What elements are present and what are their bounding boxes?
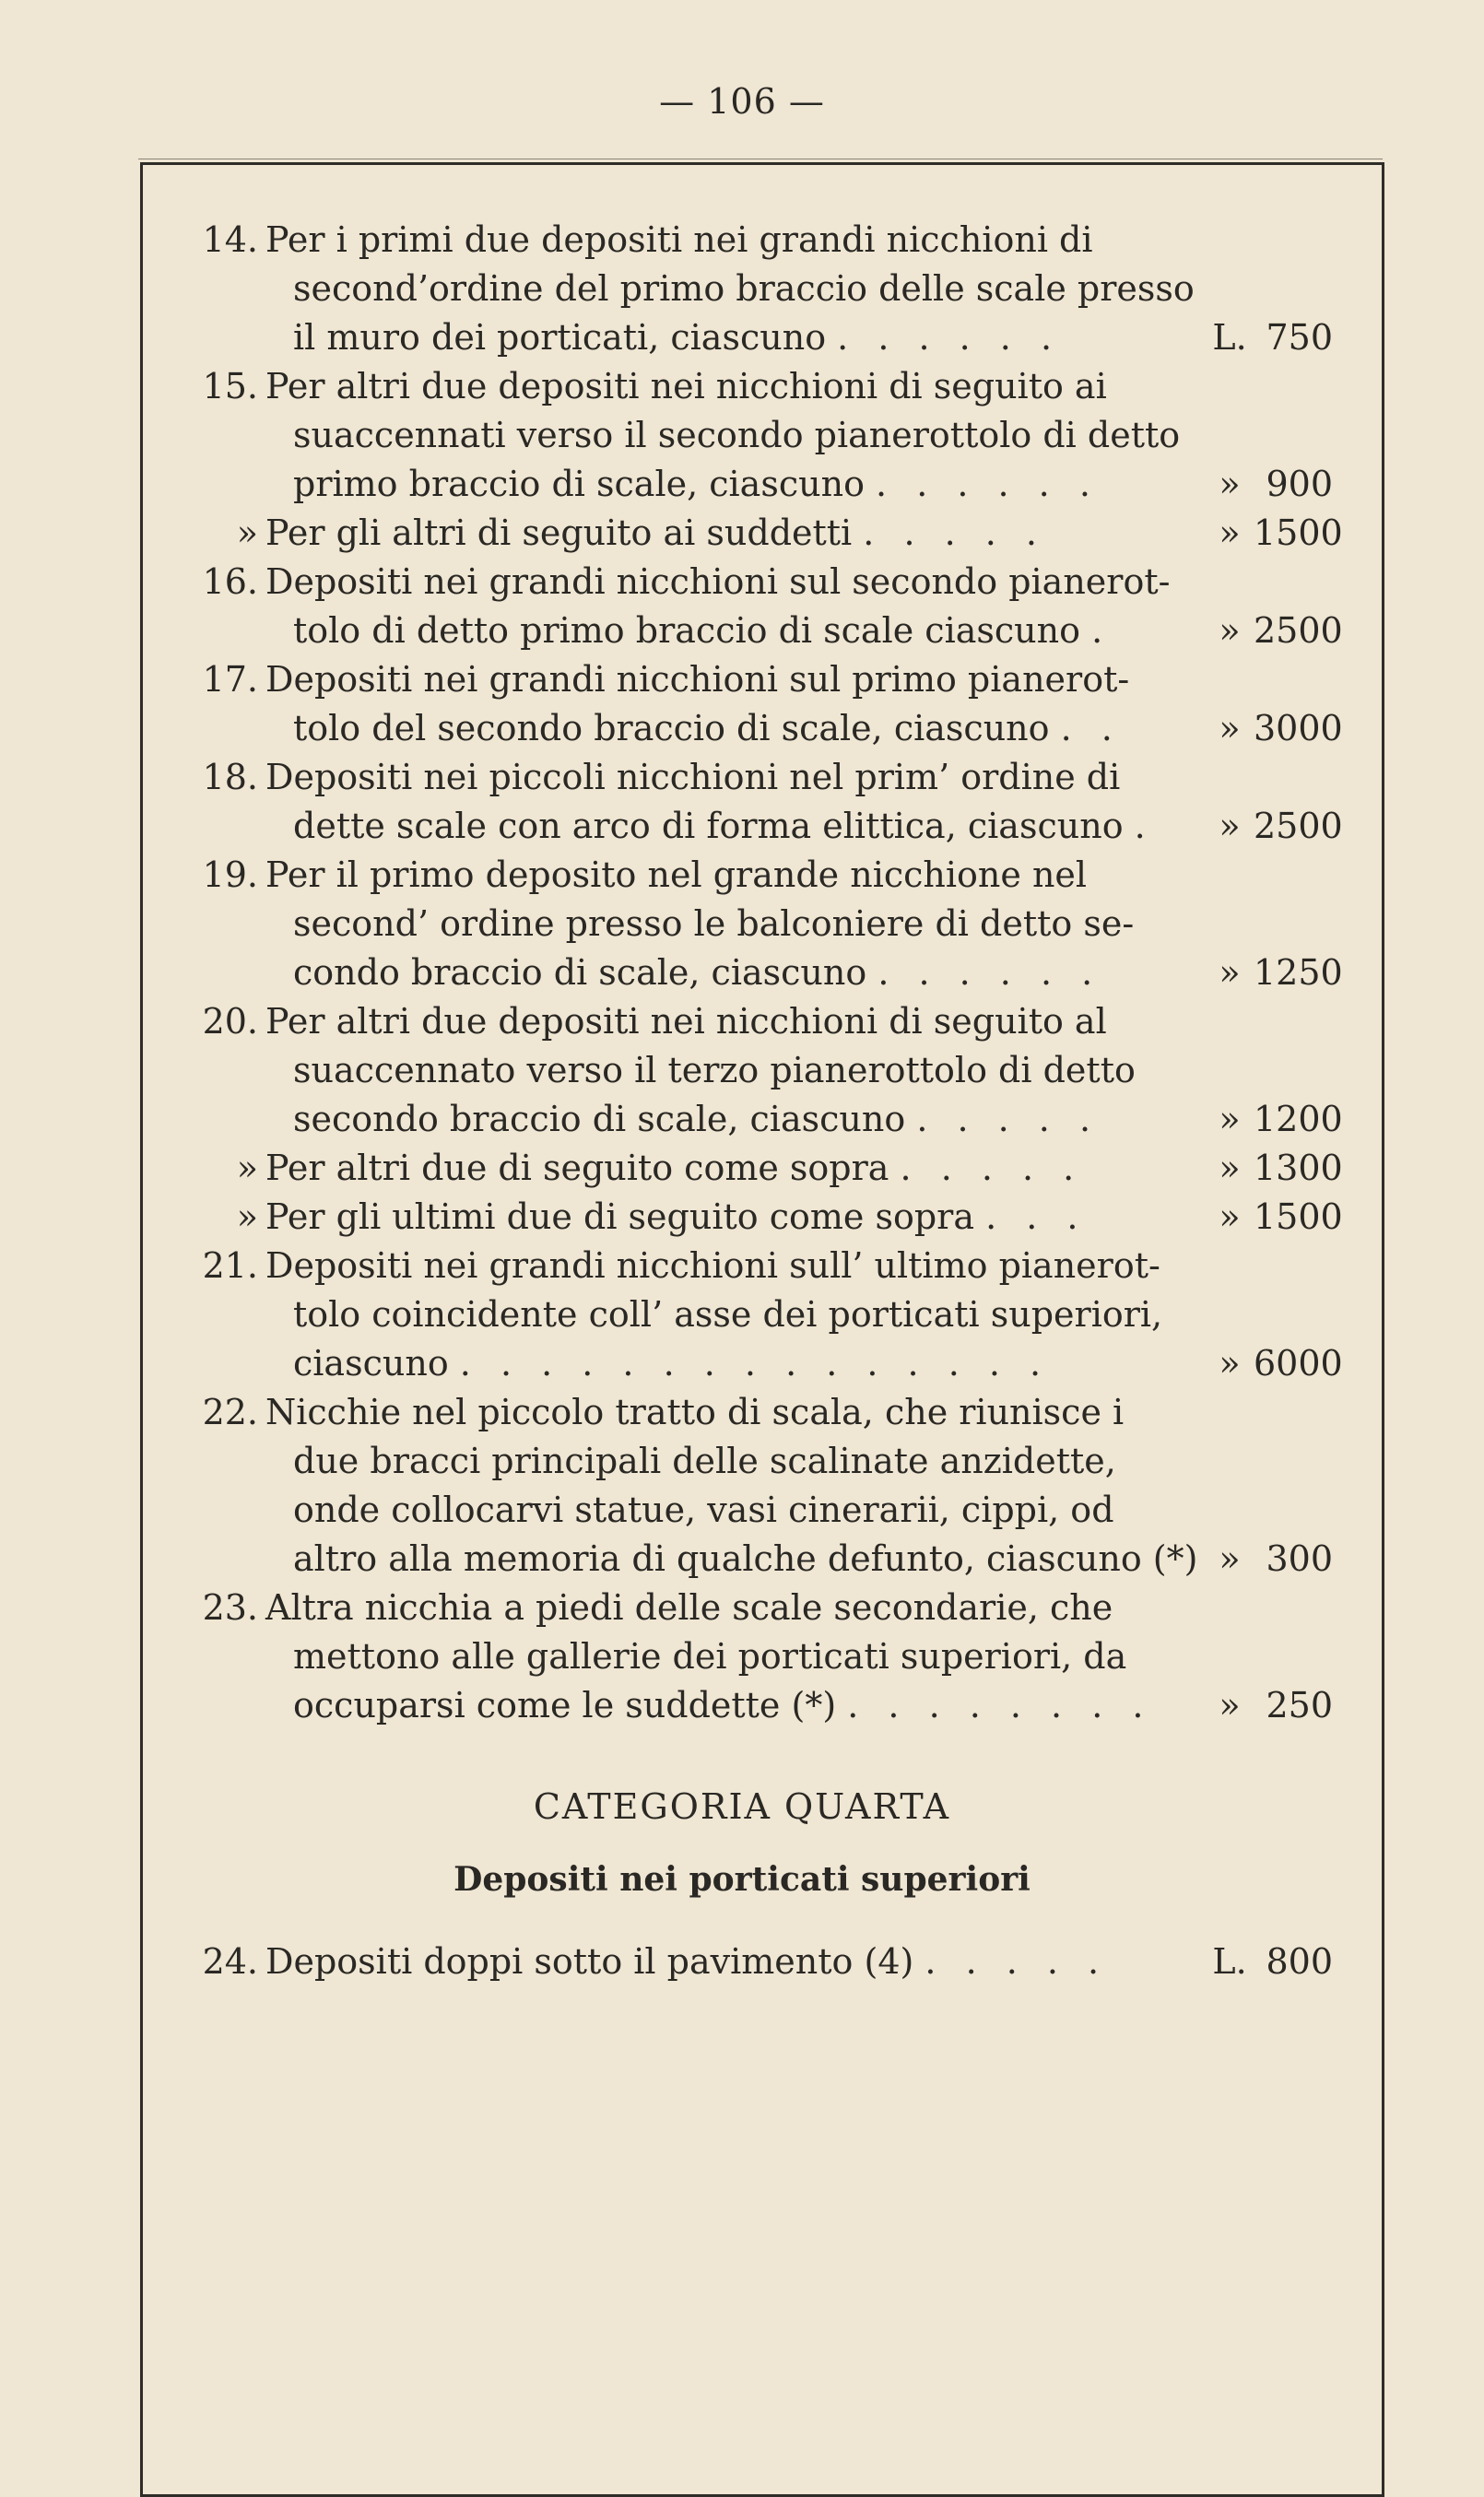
entry-line (184, 366, 1346, 415)
entry-line (184, 1294, 1346, 1343)
entry (184, 219, 1346, 366)
entry-text (265, 1941, 1108, 1982)
entry-text-last (293, 464, 1100, 504)
entry-description: occuparsi come le suddette (*) (293, 1685, 837, 1726)
entry (184, 512, 1346, 561)
entry-line (184, 806, 1346, 854)
entry-text-last (293, 1685, 1152, 1726)
entry (184, 1587, 1346, 1734)
entry-text: Nicchie nel piccolo tratto di scala, che riunisce i (265, 1392, 1125, 1432)
entry-description: Per altri due di seguito come sopra (265, 1148, 889, 1188)
entry-line (184, 610, 1346, 659)
price-amount: 1200 (1254, 1099, 1343, 1139)
entry-line (184, 1148, 1346, 1196)
entry-description: ciascuno (293, 1343, 449, 1384)
currency-mark: » (1219, 1148, 1241, 1188)
currency-mark: » (1219, 512, 1241, 553)
price-amount: 900 (1266, 464, 1333, 504)
price-amount: 1250 (1254, 952, 1343, 993)
price-amount: 2500 (1254, 806, 1343, 846)
price-amount: 750 (1266, 317, 1333, 358)
entry-line (184, 1343, 1346, 1392)
entry-24 (184, 1941, 1346, 1990)
entry-line (184, 268, 1346, 317)
entry (184, 1001, 1346, 1148)
currency-mark: » (1219, 708, 1241, 748)
entry-number: 21. (202, 1245, 258, 1286)
currency-mark: » (1219, 952, 1241, 993)
price-amount: 1500 (1254, 1196, 1343, 1237)
entry-text-last (293, 1099, 1100, 1139)
entry-text: tolo coincidente coll’ asse dei porticati superiori, (293, 1294, 1163, 1335)
price-amount: 2500 (1254, 610, 1343, 651)
entry-line (184, 464, 1346, 512)
entry-line (184, 659, 1346, 708)
entry-text: suaccennato verso il terzo pianerottolo di detto (293, 1050, 1136, 1090)
entry-description: condo braccio di scale, ciascuno (293, 952, 867, 993)
entry-text-last (293, 610, 1112, 651)
entry (184, 366, 1346, 512)
entry-number: 16. (202, 561, 258, 602)
dot-leader: . . . (985, 1196, 1088, 1237)
entry-line (184, 512, 1346, 561)
entry-text: Per i primi due depositi nei grandi nicchioni di (265, 219, 1093, 260)
entry-line (184, 1636, 1346, 1685)
entry-line (184, 219, 1346, 268)
entry-description: Per gli altri di seguito ai suddetti (265, 512, 853, 553)
entry-number: 24. (202, 1941, 258, 1982)
entry-line (184, 1587, 1346, 1636)
entry (184, 561, 1346, 659)
entry-number: 19. (202, 854, 258, 895)
currency-mark: » (1219, 464, 1241, 504)
entry-line (184, 757, 1346, 806)
currency-mark: » (1219, 1099, 1241, 1139)
currency-mark: » (1219, 1343, 1241, 1384)
dot-leader: . . . . . . . . (847, 1685, 1153, 1726)
entry-number: 17. (202, 659, 258, 700)
dot-leader: . (1091, 610, 1113, 651)
entry-number: 15. (202, 366, 258, 406)
price-amount: 3000 (1254, 708, 1343, 748)
entry-line (184, 317, 1346, 366)
entry-text-last (293, 708, 1122, 748)
currency-mark: » (1219, 806, 1241, 846)
entry-text: Depositi nei piccoli nicchioni nel prim’ ordine di (265, 757, 1121, 797)
currency-mark: » (1219, 1685, 1241, 1726)
entry-text: Altra nicchia a piedi delle scale secondarie, che (265, 1587, 1113, 1628)
price-amount: 6000 (1254, 1343, 1343, 1384)
entry-description: Per gli ultimi due di seguito come sopra (265, 1196, 974, 1237)
entry-line (184, 1685, 1346, 1734)
entry-line (184, 561, 1346, 610)
currency-mark: L. (1212, 1941, 1247, 1982)
entry-line (184, 854, 1346, 903)
price-amount: 1500 (1254, 512, 1343, 553)
category-title: CATEGORIA QUARTA (533, 1786, 951, 1827)
currency-mark: L. (1212, 317, 1247, 358)
entry (184, 1392, 1346, 1587)
entry-number: 18. (202, 757, 258, 797)
entry-line (184, 1196, 1346, 1245)
entry-description: il muro dei porticati, ciascuno (293, 317, 827, 358)
price-amount: 250 (1266, 1685, 1333, 1726)
dot-leader: . . . . . . (877, 952, 1102, 993)
entry-text: Depositi nei grandi nicchioni sull’ ultimo pianerot- (265, 1245, 1160, 1286)
entry (184, 854, 1346, 1001)
entry-number: 23. (202, 1587, 258, 1628)
entry-line (184, 415, 1346, 464)
entry-text: due bracci principali delle scalinate anzidette, (293, 1441, 1116, 1481)
dot-leader: . (1134, 806, 1155, 846)
entry-text-last (293, 1343, 1050, 1384)
entry-number: » (236, 512, 258, 553)
entry-text: suaccennati verso il secondo pianerottolo di detto (293, 415, 1181, 455)
entry-text: onde collocarvi statue, vasi cinerarii, cippi, od (293, 1490, 1114, 1530)
entry-line (184, 1490, 1346, 1538)
entry-number: 22. (202, 1392, 258, 1432)
dot-leader: . . . . . . (837, 317, 1062, 358)
entry-line (184, 1245, 1346, 1294)
price-amount: 1300 (1254, 1148, 1343, 1188)
entry-text: Per il primo deposito nel grande nicchione nel (265, 854, 1088, 895)
entry-line (184, 903, 1346, 952)
entry-text-last (293, 952, 1101, 993)
entry-text-last (265, 512, 1046, 553)
entry-description: tolo del secondo braccio di scale, ciascuno (293, 708, 1050, 748)
entry-text-last (265, 1196, 1088, 1237)
price-amount: 800 (1266, 1941, 1333, 1982)
entry-number: » (236, 1196, 258, 1237)
entry-text-last (265, 1148, 1083, 1188)
entry-line (184, 1050, 1346, 1099)
entry (184, 1148, 1346, 1196)
dot-leader: . . . . . (900, 1148, 1084, 1188)
currency-mark: » (1219, 610, 1241, 651)
entry (184, 659, 1346, 757)
price-amount: 300 (1266, 1538, 1333, 1579)
entry-line (184, 1099, 1346, 1148)
entry-text-last (293, 1538, 1197, 1579)
entry-description: secondo braccio di scale, ciascuno (293, 1099, 906, 1139)
entry-text: second’ordine del primo braccio delle scale presso (293, 268, 1195, 309)
entry-number: » (236, 1148, 258, 1188)
entry-text: mettono alle gallerie dei porticati superiori, da (293, 1636, 1127, 1677)
entry-text: Per altri due depositi nei nicchioni di seguito al (265, 1001, 1107, 1042)
dot-leader: . . . . . . . . . . . . . . . (459, 1343, 1051, 1384)
page-number: — 106 — (659, 81, 825, 122)
entry-line (184, 1392, 1346, 1441)
dot-leader: . . . . . (863, 512, 1047, 553)
entry-text: second’ ordine presso le balconiere di detto se- (293, 903, 1135, 944)
entry-text-last (293, 806, 1155, 846)
currency-mark: » (1219, 1538, 1241, 1579)
entry-line (184, 708, 1346, 757)
entry-line (184, 1941, 1346, 1990)
entry-text: Depositi nei grandi nicchioni sul primo pianerot- (265, 659, 1130, 700)
entry-line (184, 1441, 1346, 1490)
dot-leader: . . . . . (916, 1099, 1101, 1139)
price-list (184, 219, 1346, 1734)
entry-description: primo braccio di scale, ciascuno (293, 464, 865, 504)
entry-line (184, 1001, 1346, 1050)
entry-text-last (293, 317, 1061, 358)
currency-mark: » (1219, 1196, 1241, 1237)
entry-line (184, 952, 1346, 1001)
dot-leader: . . . . . . (876, 464, 1100, 504)
entry (184, 757, 1346, 854)
entry-text: Per altri due depositi nei nicchioni di seguito ai (265, 366, 1107, 406)
dot-leader: . . (1060, 708, 1122, 748)
entry-line (184, 1538, 1346, 1587)
entry-number: 20. (202, 1001, 258, 1042)
entry-description: altro alla memoria di qualche defunto, ciascuno (*) (293, 1538, 1198, 1579)
entry (184, 1245, 1346, 1392)
dot-leader: . . . . . (925, 1941, 1109, 1982)
entry-description: Depositi doppi sotto il pavimento (4) (265, 1941, 914, 1982)
category-subtitle: Depositi nei porticati superiori (453, 1860, 1031, 1899)
entry-description: tolo di detto primo braccio di scale ciascuno (293, 610, 1080, 651)
entry-text: Depositi nei grandi nicchioni sul secondo pianerot- (265, 561, 1171, 602)
entry-number: 14. (202, 219, 258, 260)
entry-description: dette scale con arco di forma elittica, ciascuno (293, 806, 1124, 846)
entry (184, 1196, 1346, 1245)
